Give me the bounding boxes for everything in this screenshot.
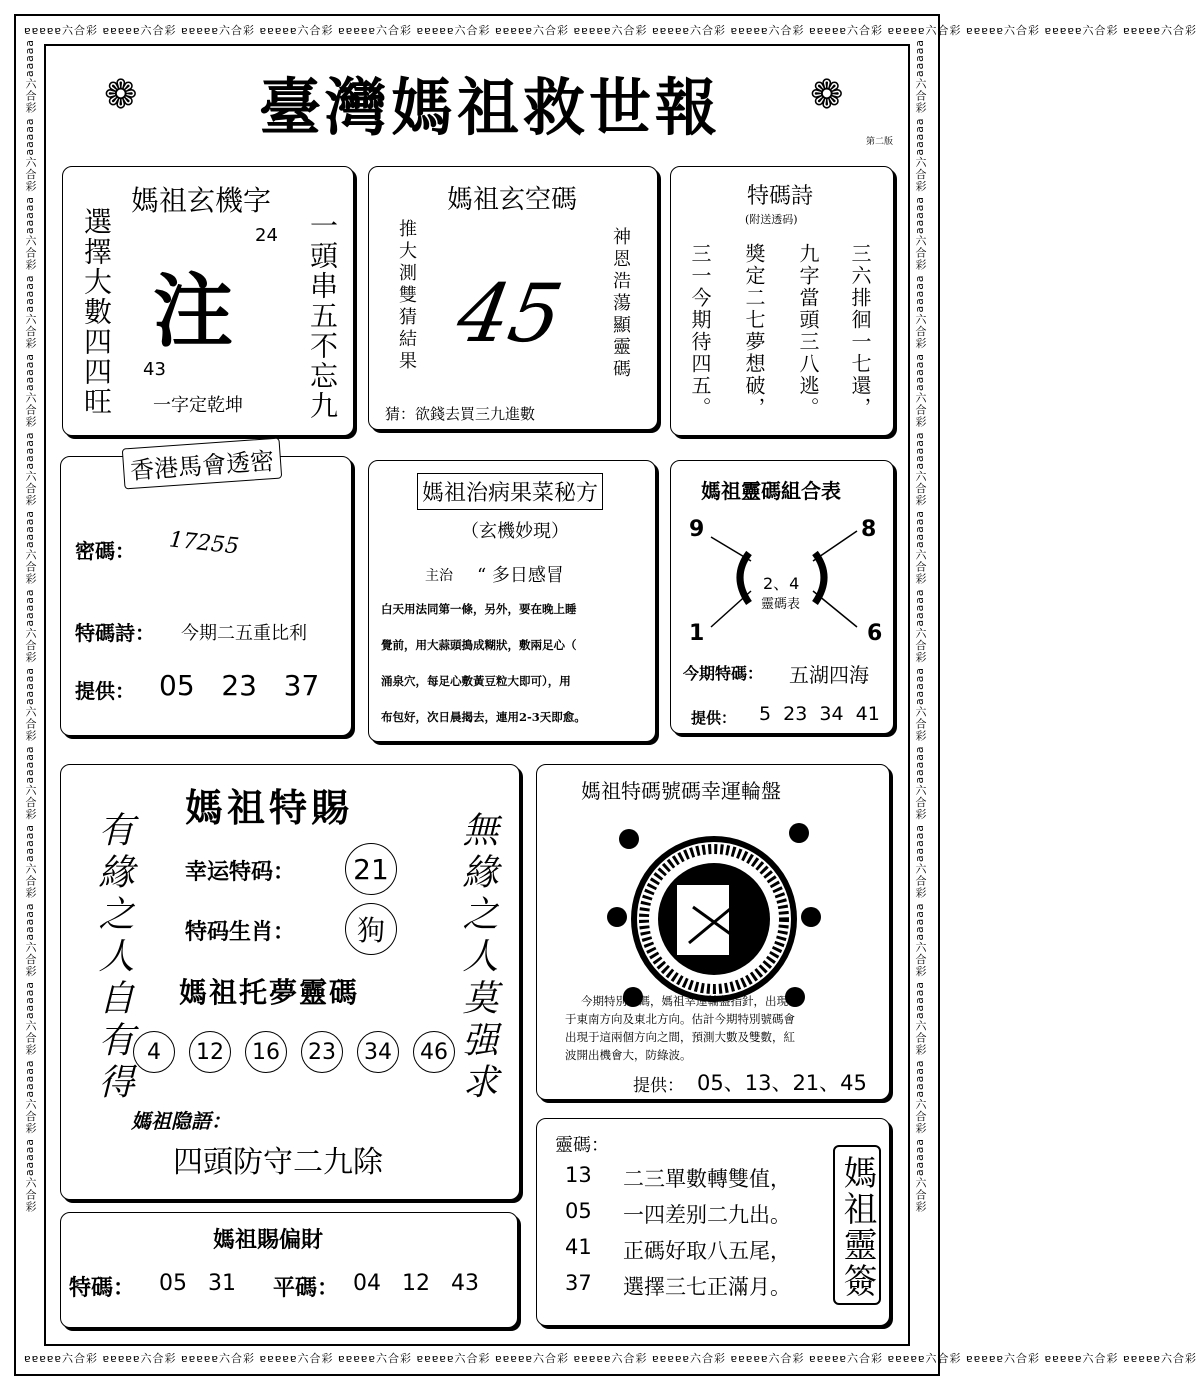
center-label: 靈碼表 [761,597,801,612]
edition-label: 第二版 [866,137,894,147]
hk-jockey-secret-box [60,447,352,736]
special-code-poem-box [670,166,894,436]
remedy-line-4: 布包好，次日晨揭去，連用2-3天即愈。 [381,710,586,724]
verse-number: 41 [565,1235,592,1259]
mazu-fortune-box [60,1212,518,1328]
box-subtitle: （玄機妙現） [461,521,569,542]
special-label: 今期特碼： [683,664,764,683]
provide-values: 05、13、21、45 [697,1071,867,1095]
verse-text: 選擇三七正滿月。 [623,1275,791,1299]
right-border-pattern: ɐɐɐɐɐ六合彩 ɐɐɐɐɐ六合彩 ɐɐɐɐɐ六合彩 ɐɐɐɐɐ六合彩 ɐɐɐɐɐ六合彩 ɐɐɐɐɐ六合彩 ɐɐɐɐɐ六合彩 ɐɐɐɐɐ六合彩 ɐɐɐɐɐ六合彩 ɐɐɐɐɐ六合彩 ɐɐɐɐɐ六合彩 ɐɐɐɐɐ六合彩 ɐɐɐɐɐ六合彩 ɐɐɐɐɐ六合彩 ɐɐɐɐɐ六合彩 [914,40,927,1214]
special-values: 05 31 [159,1271,236,1296]
provide-values: 05 23 37 [159,669,320,702]
main-value: “ 多日感冒 [477,565,564,586]
poem-value: 今期二五重比利 [181,623,307,644]
remedy-line-2: 覺前，用大蒜頭搗成糊狀，敷兩足心（ [381,638,577,652]
dream-number-ball: 16 [245,1031,287,1073]
box-subtitle: (附送透码) [745,213,798,226]
compass-arrows [671,461,893,661]
box-title: 媽祖治病果菜秘方 [417,473,603,510]
herbal-remedy-box [368,460,656,742]
box-title: 媽祖玄機字 [131,184,272,217]
poem-line-3: 獎定二七夢想破， [742,243,766,419]
verse-text: 二三單數轉雙值， [623,1167,791,1191]
verse-text: 正碼好取八五尾， [623,1239,791,1263]
bottom-border-pattern: ɐɐɐɐɐ六合彩 ɐɐɐɐɐ六合彩 ɐɐɐɐɐ六合彩 ɐɐɐɐɐ六合彩 ɐɐɐɐɐ六合彩 ɐɐɐɐɐ六合彩 ɐɐɐɐɐ六合彩 ɐɐɐɐɐ六合彩 ɐɐɐɐɐ六合彩 ɐɐɐɐɐ六合彩 ɐɐɐɐɐ六合彩 ɐɐɐɐɐ六合彩 ɐɐɐɐɐ六合彩 ɐɐɐɐɐ六合彩 ɐɐɐɐɐ六合彩 [24,1352,1197,1365]
left-border-pattern: ɐɐɐɐɐ六合彩 ɐɐɐɐɐ六合彩 ɐɐɐɐɐ六合彩 ɐɐɐɐɐ六合彩 ɐɐɐɐɐ六合彩 ɐɐɐɐɐ六合彩 ɐɐɐɐɐ六合彩 ɐɐɐɐɐ六合彩 ɐɐɐɐɐ六合彩 ɐɐɐɐɐ六合彩 ɐɐɐɐɐ六合彩 ɐɐɐɐɐ六合彩 ɐɐɐɐɐ六合彩 ɐɐɐɐɐ六合彩 ɐɐɐɐɐ六合彩 [24,40,37,1214]
zodiac-label: 特码生肖： [185,919,296,945]
dream-number-ball: 23 [301,1031,343,1073]
number-a: 24 [255,225,278,246]
right-vertical-verse: 一頭串五不忘九 [306,211,339,421]
box-title: 媽祖賜偏財 [213,1227,324,1253]
direction-number-br: 6 [867,621,883,646]
box-title: 靈碼： [555,1135,609,1156]
badge: 香港馬會透密 [122,438,282,490]
zodiac-ball: 狗 [345,903,397,955]
box-title: 媽祖特碼號碼幸運輪盤 [581,779,781,803]
direction-number-bl: 1 [689,621,705,646]
description-line-1: 今期特別號碼，媽祖幸運輪盤指針，出現 [581,994,788,1008]
lucky-wheel-box [536,764,890,1100]
special-value: 五湖四海 [789,663,869,687]
lucky-label: 幸运特码： [185,859,296,885]
mazu-void-code-box [368,166,658,430]
code-value: 17255 [167,527,241,560]
flat-values: 04 12 43 [353,1271,479,1296]
mazu-mystic-word-box [62,166,354,436]
left-vertical-verse: 推大測雙猜結果 [396,219,417,373]
poem-line-2: 九字當頭三八逃。 [796,243,820,419]
description-line-4: 波開出機會大，防綠波。 [565,1048,692,1062]
flat-label: 平碼： [273,1275,340,1301]
description-line-3: 出現于這兩個方向之間，預測大數及雙數，紅 [565,1030,795,1044]
dream-number-ball: 46 [413,1031,455,1073]
provide-values: 5 23 34 41 [759,703,880,725]
newspaper-title: 臺灣媽祖救世報 [258,71,721,144]
verse-number: 05 [565,1199,592,1223]
spirit-code-table-box [670,460,894,734]
box-title: 特碼詩 [747,184,814,209]
left-vertical-verse: 有緣之人自有得 [93,811,134,1105]
number-b: 43 [143,359,166,380]
poem-line-4: 三一今期待四五。 [688,243,712,419]
poem-label: 特碼詩： [75,621,155,645]
main-label: 主治 [425,568,453,584]
handwritten-number: 45 [450,267,569,360]
verse-number: 13 [565,1163,592,1187]
riddle-text: 猜：欲錢去買三九進數 [385,405,536,423]
flower-icon-left: ❁ [104,72,138,118]
right-vertical-verse: 無緣之人莫强求 [457,811,498,1105]
verse-text: 一四差别二九出。 [623,1203,791,1227]
poem-line-1: 三六排徊一七還， [848,243,872,419]
description-line-2: 于東南方向及東北方向。估計今期特別號碼會 [565,1012,795,1026]
provide-label: 提供： [75,679,135,703]
lucky-number-ball: 21 [345,843,397,895]
mazu-oracle-stamp: 媽祖靈簽 [833,1145,881,1305]
big-character: 注 [153,264,233,358]
direction-number-tl: 9 [689,517,705,542]
remedy-line-3: 涌泉穴，每足心敷黃豆粒大即可），用 [381,674,571,688]
mazu-special-gift-box [60,764,520,1200]
center-numbers: 2、4 [763,574,800,593]
right-vertical-verse: 神恩浩蕩顯靈碼 [610,227,631,381]
left-vertical-verse: 選擇大數四四旺 [80,207,113,417]
box-title: 媽祖特賜 [185,785,354,830]
top-border-pattern: ɐɐɐɐɐ六合彩 ɐɐɐɐɐ六合彩 ɐɐɐɐɐ六合彩 ɐɐɐɐɐ六合彩 ɐɐɐɐɐ六合彩 ɐɐɐɐɐ六合彩 ɐɐɐɐɐ六合彩 ɐɐɐɐɐ六合彩 ɐɐɐɐɐ六合彩 ɐɐɐɐɐ六合彩 ɐɐɐɐɐ六合彩 ɐɐɐɐɐ六合彩 ɐɐɐɐɐ六合彩 ɐɐɐɐɐ六合彩 ɐɐɐɐɐ六合彩 [24,24,1197,37]
hidden-saying-label: 媽祖隐語： [131,1109,231,1133]
hidden-saying-value: 四頭防守二九除 [173,1145,383,1180]
dream-code-title: 媽祖托夢靈碼 [179,976,360,1009]
box-footer: 一字定乾坤 [153,395,243,416]
roulette-wheel-icon [609,819,819,1019]
provide-label: 提供： [691,709,737,727]
direction-number-tr: 8 [861,517,877,542]
dream-number-ball: 34 [357,1031,399,1073]
box-title: 媽祖玄空碼 [447,185,578,215]
dream-number-ball: 12 [189,1031,231,1073]
code-label: 密碼： [75,539,135,563]
box-title: 媽祖靈碼組合表 [701,479,841,503]
remedy-line-1: 白天用法同第一條，另外，要在晚上睡 [381,602,577,616]
special-label: 特碼： [69,1275,136,1301]
flower-icon-right: ❁ [810,72,844,118]
spirit-code-verse-box [536,1118,890,1326]
verse-number: 37 [565,1271,592,1295]
provide-label: 提供： [633,1076,684,1096]
dream-number-ball: 4 [133,1031,175,1073]
